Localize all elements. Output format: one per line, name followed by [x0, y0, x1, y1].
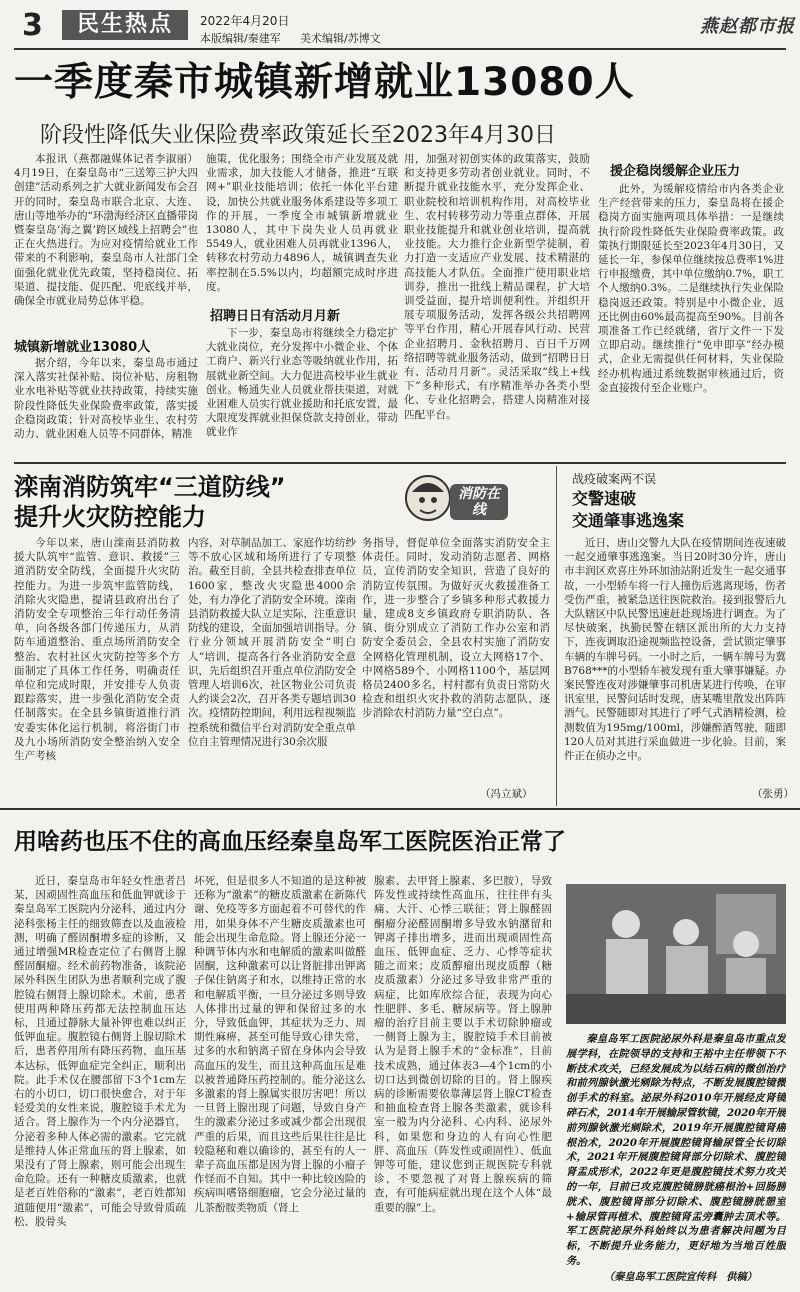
fire-logo-text: 消防在线 — [458, 486, 500, 518]
story2-column-3: 务指导，督促单位全面落实消防安全主体责任。同时，发动消防志愿者、网格员，宣传消防安全知识，营造了良好的消防宣传氛围。为做好灭火救援准备工作，进一步整合了乡镇多种形式救援力量，建成8支乡镇政府专职消防队、各镇、街分别成立了消防工作办公室和消防安全委员会，全县农村实施了消防安全网格化管理机制，设立大网格17个、中网格589个、小网格1100个，基层网格员2400多名，村村都有负责日常防火检查和组织火灾扑救的消防志愿队，逐步消除农村消防力量“空白点”。 — [362, 537, 550, 720]
headline-fire-line2: 提升火灾防控能力 — [14, 503, 206, 531]
story4-column-1: 近日，秦皇岛市年轻女性患者吕某，因顽固性高血压和低血钾就诊于秦皇岛军工医院内分泌科，通过内分泌科张杨主任的细致筛查以及血液检测，明确了醛固酮增多症的诊断，又通过增强MR检查定位了右侧肾上腺醛固酮瘤。经术前药物准备，该院泌尿外科医生团队为患者顺利完成了腹腔镜右侧肾上腺切除术。术前，患者使用两种降压药都无法控制血压达标，且通过静脉大量补钾也难以纠正低钾血症。腹腔镜右侧肾上腺切除术后，患者停用所有降压药物，血压基本达标，低钾血症完全纠正，顺利出院。此手术仅在腰部留下3个1cm左右的小切口，切口很快愈合，对于年轻爱美的女性来说，腹腔镜手术尤为适合。肾上腺作为一个内分泌器官，分泌着多种人体必需的激素。它完就是维持人体正常血压的肾上腺素，如果没有了肾上腺素，则可能会出现生命危险。还有一种糖皮质激素，也就是老百姓俗称的“激素”，老百姓都知道随便用“激素”，可能会导致骨质疏松、股骨头 — [14, 875, 186, 1228]
story1-subhead-2: 招聘日日有活动月月新 — [210, 309, 341, 324]
headline-traffic-line2: 交通肇事逃逸案 — [572, 511, 685, 530]
page-number: 3 — [22, 8, 43, 43]
story1-subhead-1: 城镇新增就业13080人 — [14, 340, 151, 355]
issue-date: 2022年4月20日 — [200, 14, 290, 28]
story3-body: 近日，唐山交警九大队在疫情期间连夜速破一起交通肇事逃逸案。当日20时30分许，唐山市丰润区欢喜庄外环加油站附近发生一起交通事故，一小型轿车将一行人撞伤后逃离现场，伤者受伤严重，被紧急送往医院救治。接到报警后九大队辖区中队民警迅速赶赴现场进行调查。为了尽快破案，执勤民警在辖区派出所的大力支持下，连夜调取沿途视频监控设备，尝试锁定肇事车辆的车牌号码。一小时之后，一辆车牌号为冀B768***的小型轿车被发现有重大肇事嫌疑。办案民警连夜对涉嫌肇事司机唐某进行传唤，在审讯室里，民警问话时发现，唐某嘴里散发出阵阵酒气。民警随即对其进行了呼气式酒精检测，检测数值为195mg/100ml，涉嫌醉酒驾驶，随即120人员对其进行采血做进一步化验。目前，案件正在侦办之中。 — [564, 537, 786, 763]
surgery-photo — [566, 884, 786, 1024]
story1-column-1: 本报讯（燕都融媒体记者李淑丽）4月19日，在秦皇岛市“三送筹三护大四创建”活动系列之扩大就业新闻发布会召开的同时，秦皇岛市联合北京、大连、唐山等地举办的“环渤海经济区直播带岗暨秦皇岛‘海之翼’跨区域线上招聘会”也正在火热进行。为应对疫情给就业工作带来的不利影响，秦皇岛市人社部门全面强化就业优先政策，坚持稳岗位、拓渠道、提技能、促匹配、兜底线并举，确保全市就业局势总体平稳。 — [14, 153, 198, 308]
photo-caption: 秦皇岛军工医院泌尿外科是秦皇岛市重点发展学科，在院领导的支持和王裕中主任带领下不断技术攻关，已经发展成为以结石病的微创治疗和前列腺钬激光剜除为特点，不断发展腹腔镜微创手术的科室。泌尿外科2010年开展经皮肾镜碎石术，2014年开展输尿管软镜，2020年开展前列腺钬激光剜除术，2019年开展腹腔镜肾癌根治术，2020年开展腹腔镜肾输尿管全长切除术，2021年开展腹腔镜肾部分切除术、腹腔镜肾盂成形术，2022年更是腹腔镜技术努力攻关的一年，目前已攻克腹腔镜膀胱癌根治+回肠膀胱术、腹腔镜肾部分切除术、腹腔镜膀胱憩室+输尿管再植术、腹腔镜肾盂旁囊肿去顶术等。军工医院泌尿外科始终以为患者解决问题为目标，不断提升业务能力，更好地为当地百姓服务。 — [566, 1033, 786, 1267]
headline-employment: 一季度秦市城镇新增就业13080人 — [14, 60, 635, 105]
story1-subhead-3: 援企稳岗缓解企业压力 — [610, 164, 741, 179]
newspaper-logo: 燕赵都市报 — [700, 16, 795, 37]
story2-column-2: 内容，对草制品加工、家庭作坊纺纱等不放心区域和场所进行了专项整治。截至目前，全县共检查排查单位1600家，整改火灾隐患4000余处，有力净化了消防安全环境。滦南县消防救援大队立足实际，注重意识防线的建设，全面加强培训指导。分行业分领域开展消防安全“明白人”培训，提高各行各业消防安全意识，先后组织召开重点单位消防安全管理人培训6次，社区物业公司负责人约谈会2次，召开各类专题培训30次。疫情防控期间，利用远程视频监控系统和微信平台对消防安全重点单位自主管理情况进行30余次服 — [188, 537, 356, 748]
section-divider-2 — [0, 808, 800, 810]
masthead — [0, 0, 800, 50]
headline-traffic-line1: 交警速破 — [572, 489, 637, 508]
story1-column-3: 用，加强对初创实体的政策落实，鼓励和支持更多劳动者创业就业。同时，不断提升就业技能水平，充分发挥企业、职业院校和培训机构作用，对高校毕业生、农村转移劳动力等重点群体，开展职业技能提升和就业创业培训，提高就业技能。大力推行企业新型学徒制，着力打造一支适应产业发展、技术精湛的高技能人才队伍。全面推广使用职业培训券，推出一批线上精品课程，扩大培训受益面，提升培训便利性。并组织开展专项服务活动，发挥各级公共招聘网等平台作用，精心开展春风行动、民营企业招聘月、金秋招聘月、百日千万网络招聘等就业服务活动，做到“招聘日日有、活动月月新”。灵活采取“线上+线下”多种形式，有序精准举办各类小型化、专业化招聘会，搭建人岗精准对接匹配平台。 — [404, 153, 590, 421]
story4-column-3: 腺素、去甲肾上腺素、多巴胺），导致阵发性或持续性高血压，往往伴有头痛、大汗、心悸三联征；肾上腺醛固酮瘤分泌醛固酮增多导致水钠潴留和钾离子排出增多，进而出现顽固性高血压、低钾血症、乏力、心悸等症状随之而来；皮质醇瘤出现皮质醇（糖皮质激素）分泌过多导致非常严重的病症，比如库欣综合征，表现为向心性肥胖、多毛、糖尿病等。肾上腺肿瘤的治疗目前主要以手术切除肿瘤或一侧肾上腺为主，腹腔镜手术目前被认为是肾上腺手术的“金标准”，目前技术成熟，通过体表3—4个1cm的小切口达到微创切除的目的。肾上腺疾病的诊断需要依靠薄层肾上腺CT检查和抽血检查肾上腺各类激素，就诊科室一般为内分泌科、心内科、泌尿外科，如果您和身边的人有向心性肥胖、高血压（阵发性或顽固性）、低血钾等可能，建议您到正规医院专科就诊，不要忽视了对肾上腺疾病的筛查，有可能病症就出现在这个人体“最重要的腺”上。 — [374, 875, 552, 1214]
subheadline-employment: 阶段性降低失业保险费率政策延长至2023年4月30日 — [40, 123, 556, 148]
headline-traffic — [572, 488, 684, 532]
headline-fire — [14, 472, 414, 532]
headline-fire-line1: 滦南消防筑牢“三道防线” — [14, 473, 286, 501]
photo-credit: （秦皇岛军工医院宣传科 供稿） — [604, 1271, 757, 1283]
masthead-rule — [14, 48, 786, 50]
editor-credit: 本版编辑/秦建军 — [200, 32, 281, 45]
art-editor-credit: 美术编辑/苏博文 — [300, 32, 381, 45]
headline-hospital: 用啥药也压不住的高血压经秦皇岛军工医院医治正常了 — [14, 829, 566, 855]
story2-byline: （冯立斌） — [480, 788, 533, 800]
column-divider — [556, 466, 557, 806]
story3-byline: （张勇） — [752, 788, 794, 800]
section-label: 民生热点 — [62, 10, 188, 40]
fire-mascot-logo — [400, 470, 512, 532]
story1-column-1b: 据介绍，今年以来，秦皇岛市通过深入落实社保补贴、岗位补贴、房租物业水电补贴等就业扶持政策，持续实施阶段性降低失业保险费率政策，落实援企稳岗政策；针对高校毕业生、农村劳动力、就业困难人员等不同群体，精准 — [14, 357, 198, 441]
story1-column-2: 施策，优化服务；围绕全市产业发展及就业需求，加大技能人才储备，推进“互联网+”职业技能培训；依托一体化平台建设，加快公共就业服务体系建设等多项工作的开展，一季度全市城镇新增就业13080人，其中下岗失业人员再就业5549人，就业困难人员再就业1396人，转移农村劳动力4896人，城镇调查失业率控制在5.5%以内，均超额完成时序进度。 — [206, 153, 398, 293]
story2-column-1: 今年以来，唐山滦南县消防救援大队筑牢“监管、意识、救援”三道消防安全防线，全面提升火灾防控能力。为进一步筑牢监管防线，消除火灾隐患，提请县政府出台了消防安全专项整治三年行动任务清单，向各级各部门传递压力，从消防车通道整治、重点场所消防安全整治、农村社区火灾防控等多个方面制定了具体工作任务，明确责任单位和完成时限，并安排专人负责跟踪落实，进一步强化消防安全责任制落实。在全县乡镇街道推行消安委实体化运行机制，将浴街门市及九小场所消防安全整治纳入安全生产考核 — [14, 537, 180, 763]
story4-column-2: 坏死，但是很多人不知道的是这种被还称为“激素”的糖皮质激素在新陈代谢、免疫等多方面起着不可替代的作用，如果身体不产生糖皮质激素也可能会出现生命危险。肾上腺还分泌一种调节体内水和电解质的激素叫做醛固酮，这种激素可以让肾脏排出钾离子保住钠离子和水，以维持正常的水和电解质平衡，一旦分泌过多则导致人体排出过量的钾和保留过多的水分，导致低血钾，其症状为乏力、周期性麻痹，甚至可能导致心律失常，过多的水和钠离子留在身体内会导致高血压的发生，而且这种高血压是难以被普通降压药控制的。能分泌这么多激素的肾上腺属实很厉害吧！所以一旦肾上腺出现了问题，导致自身产生的激素分泌过多或减少都会出现很严重的后果，而且这些后果往往是比较隐秘和难以确诊的，甚至有的人一辈子高血压都是因为肾上腺的小瘤子作怪而不自知。其中一种比较凶险的疾病叫嗜铬细胞瘤，它会分泌过量的儿茶酚胺类物质（肾上 — [194, 875, 366, 1214]
story1-column-2b: 下一步，秦皇岛市将继续全力稳定扩大就业岗位，充分发挥中小微企业、个体工商户、新兴行业态等吸纳就业作用，拓展就业新空间。大力促进高校毕业生就业创业。畅通失业人员就业帮扶渠道，对就业困难人员实行就业援助和托底安置，最大限度发挥就业担保贷款支持创业，带动就业作 — [206, 327, 398, 439]
story1-column-4: 此外，为缓解疫情给市内各类企业生产经营带来的压力，秦皇岛将在援企稳岗方面实施两项具体举措：一是继续执行阶段性降低失业保险费率政策。政策执行期限延长至2023年4月30日，又延长一年，参保单位继续按总费率1%进行申报缴费，其中单位缴纳0.7%，职工个人缴纳0.3%。二是继续执行失业保险稳岗返还政策。特别是中小微企业，返还比例由60%最高提高至90%。目前各项准备工作已经就绪，省厅文件一下发立即启动。继续推行“免申即享”经办模式，企业无需提供任何材料，失业保险经办机构通过系统数据审核通过后，资金直接拨付至企业账户。 — [598, 183, 784, 394]
story3-kicker: 战疫破案两不误 — [572, 472, 657, 486]
section-divider — [14, 462, 786, 464]
